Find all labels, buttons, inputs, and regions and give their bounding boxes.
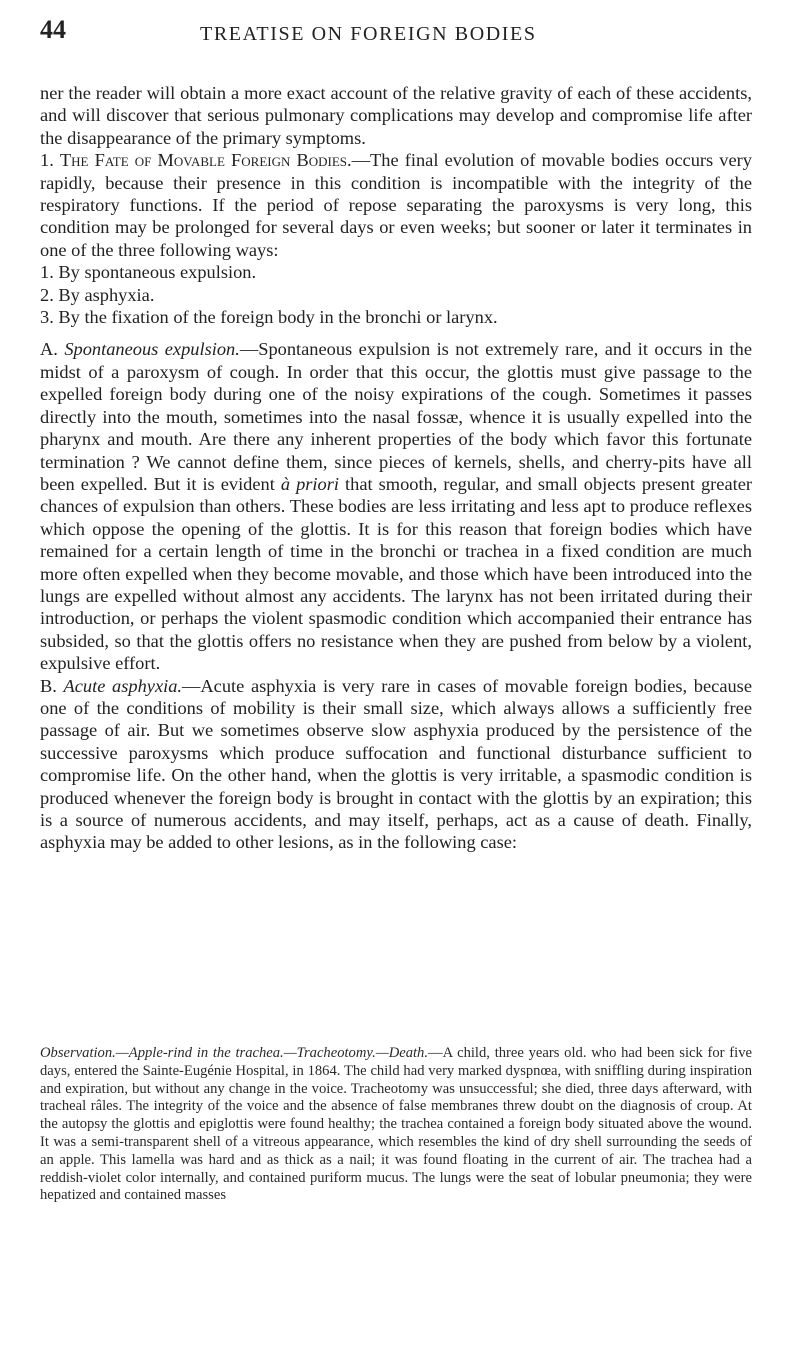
italic-phrase: à priori xyxy=(280,473,340,494)
subsection-text: —Spontaneous expulsion is not extremely rare, and it occurs in the midst of a paroxysm of cough. In order that this occur, the glottis must give passage to the expelled foreign body during one of the noisy expirations of the cough. Sometimes it passes directly into the mouth, sometimes into the nasal fossæ, whence it is usually expelled into the pharynx and mouth. Are there any inherent properties of the body which favor this fortunate termination ? We cannot define them, since pieces of kernels, shells, and cherry-pits have all been expelled. But it is evident xyxy=(40,339,752,494)
subsection-label: A. xyxy=(40,339,58,360)
paragraph-intro-text: ner the reader will obtain a more exact account of the relative gravity of each of these accidents, and will discover that serious pulmonary complications may develop and compromise life after the disappearance of the primary symptoms. xyxy=(40,83,752,148)
page-header xyxy=(40,12,752,48)
section-text: —The final evolution of movable bodies occurs very rapidly, because their presence in this condition is incompatible with the integrity of the respiratory functions. If the period of repose separating the paroxysms is very long, this condition may be prolonged for several days or even weeks; but sooner or later it terminates in one of the three following ways: xyxy=(40,150,752,260)
section-number: 1. xyxy=(40,150,54,171)
paragraph-fate-of-movable-bodies xyxy=(40,149,752,261)
list-item: 3. By the fixation of the foreign body in the bronchi or larynx. xyxy=(40,307,498,328)
subsection-text: that smooth, regular, and small objects present greater chances of expulsion than others. These bodies are less irritating and less apt to produce reflexes which oppose the opening of the glottis. It is for this reason that foreign bodies which have remained for a certain length of time in the bronchi or trachea in a fixed condition are much more often expelled when they become movable, and those which have been introduced into the lungs are expelled without almost any accidents. The larynx has not been irritated during their introduction, or perhaps the violent spasmodic condition which accompanied their entrance has subsided, so that the glottis offers no resistance when they are pushed from below by a violent, expulsive effort. xyxy=(40,473,753,674)
running-title: TREATISE ON FOREIGN BODIES xyxy=(200,23,537,45)
paragraph-intro xyxy=(40,82,752,149)
paragraph-spontaneous-expulsion xyxy=(40,338,752,674)
paragraph-acute-asphyxia xyxy=(40,675,752,854)
subsection-heading: Spontaneous expulsion. xyxy=(64,339,240,360)
subsection-text: —Acute asphyxia is very rare in cases of movable foreign bodies, because one of the conditions of mobility is their small size, which always allows a sufficiently free passage of air. But we sometimes observe slow asphyxia produced by the persistence of the successive paroxysms which produce suffocation and functional disturbance sufficient to compromise life. On the other hand, when the glottis is very irritable, a spasmodic condition is produced whenever the foreign body is brought in contact with the glottis by an expiration; this is a source of numerous accidents, and may itself, perhaps, act as a cause of death. Finally, asphyxia may be added to other lesions, as in the following case: xyxy=(40,675,752,853)
observation-heading: Observation.—Apple-rind in the trachea.—Tracheotomy.—Death. xyxy=(40,1045,429,1061)
observation-note xyxy=(40,1045,752,1205)
main-text xyxy=(40,82,752,854)
section-heading: The Fate of Movable Foreign Bodies. xyxy=(59,150,352,171)
page-number: 44 xyxy=(40,15,66,44)
observation-text: —A child, three years old. who had been sick for five days, entered the Sainte-Eugénie Hospital, in 1864. The child had very marked dyspnœa, with sniffling during inspiration and expiration, but without any change in the voice. Tracheotomy was unsuccessful; she died, three days afterward, with tracheal râles. The integrity of the voice and the absence of false membranes threw doubt on the diagnosis of croup. At the autopsy the glottis and epiglottis were found healthy; the trachea contained a foreign body situated above the wound. It was a semi-transparent shell of a vitreous appearance, which resembles the kind of dry shell surrounding the seeds of an apple. This lamella was hard and as thick as a nail; it was found floating in the current of air. The trachea had a reddish-violet color internally, and contained puriform mucus. The lungs were the seat of lobular pneumonia; they were hepatized and contained masses xyxy=(40,1045,752,1204)
list-item: 1. By spontaneous expulsion. xyxy=(40,262,257,283)
list-item: 2. By asphyxia. xyxy=(40,284,155,305)
subsection-heading: Acute asphyxia. xyxy=(63,675,183,696)
subsection-label: B. xyxy=(40,675,57,696)
